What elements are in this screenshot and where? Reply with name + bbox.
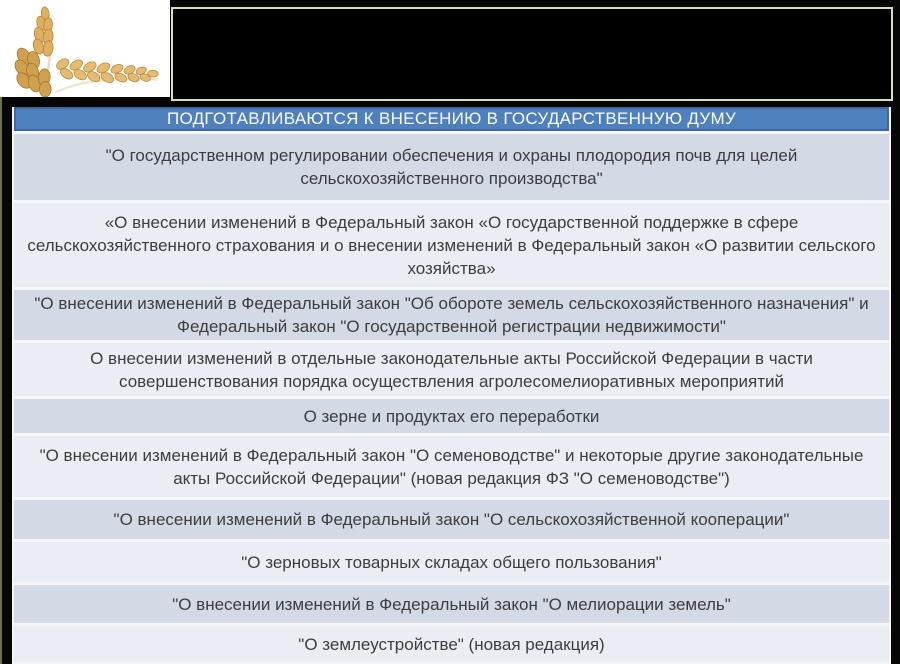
table-row: "О внесении изменений в Федеральный закон "Об обороте земель сельскохозяйственного назначения" и Федеральный закон "О государственной регистрации недвижимости" — [14, 290, 889, 340]
table-row: "О землеустройстве" (новая редакция) — [14, 626, 889, 662]
table-row: "О внесении изменений в Федеральный закон "О мелиорации земель" — [14, 585, 889, 623]
table-header: ПОДГОТАВЛИВАЮТСЯ К ВНЕСЕНИЮ В ГОСУДАРСТВЕННУЮ ДУМУ — [14, 107, 889, 131]
table-row: "О внесении изменений в Федеральный закон "О сельскохозяйственной кооперации" — [14, 500, 889, 539]
wheat-ears-icon — [0, 0, 170, 97]
table-row: "О зерновых товарных складах общего пользования" — [14, 542, 889, 582]
title-plate — [171, 7, 893, 101]
wheat-photo — [0, 0, 170, 97]
slide-left-border — [0, 0, 2, 664]
table-row: "О государственном регулировании обеспечения и охраны плодородия почв для целей сельскохозяйственного производства" — [14, 134, 889, 200]
table-row: «О внесении изменений в Федеральный закон «О государственной поддержке в сфере сельскохозяйственного страхования и о внесении изменений в Федеральный закон «О развитии сельского хозяйства» — [14, 203, 889, 287]
table-row: О внесении изменений в отдельные законодательные акты Российской Федерации в части совершенствования порядка осуществления агролесомелиоративных мероприятий — [14, 343, 889, 396]
table-row: "О внесении изменений в Федеральный закон "О семеноводстве" и некоторые другие законодательные акты Российской Федерации" (новая редакция ФЗ "О семеноводстве") — [14, 436, 889, 497]
draft-laws-table — [12, 107, 891, 664]
table-row: О зерне и продуктах его переработки — [14, 399, 889, 433]
